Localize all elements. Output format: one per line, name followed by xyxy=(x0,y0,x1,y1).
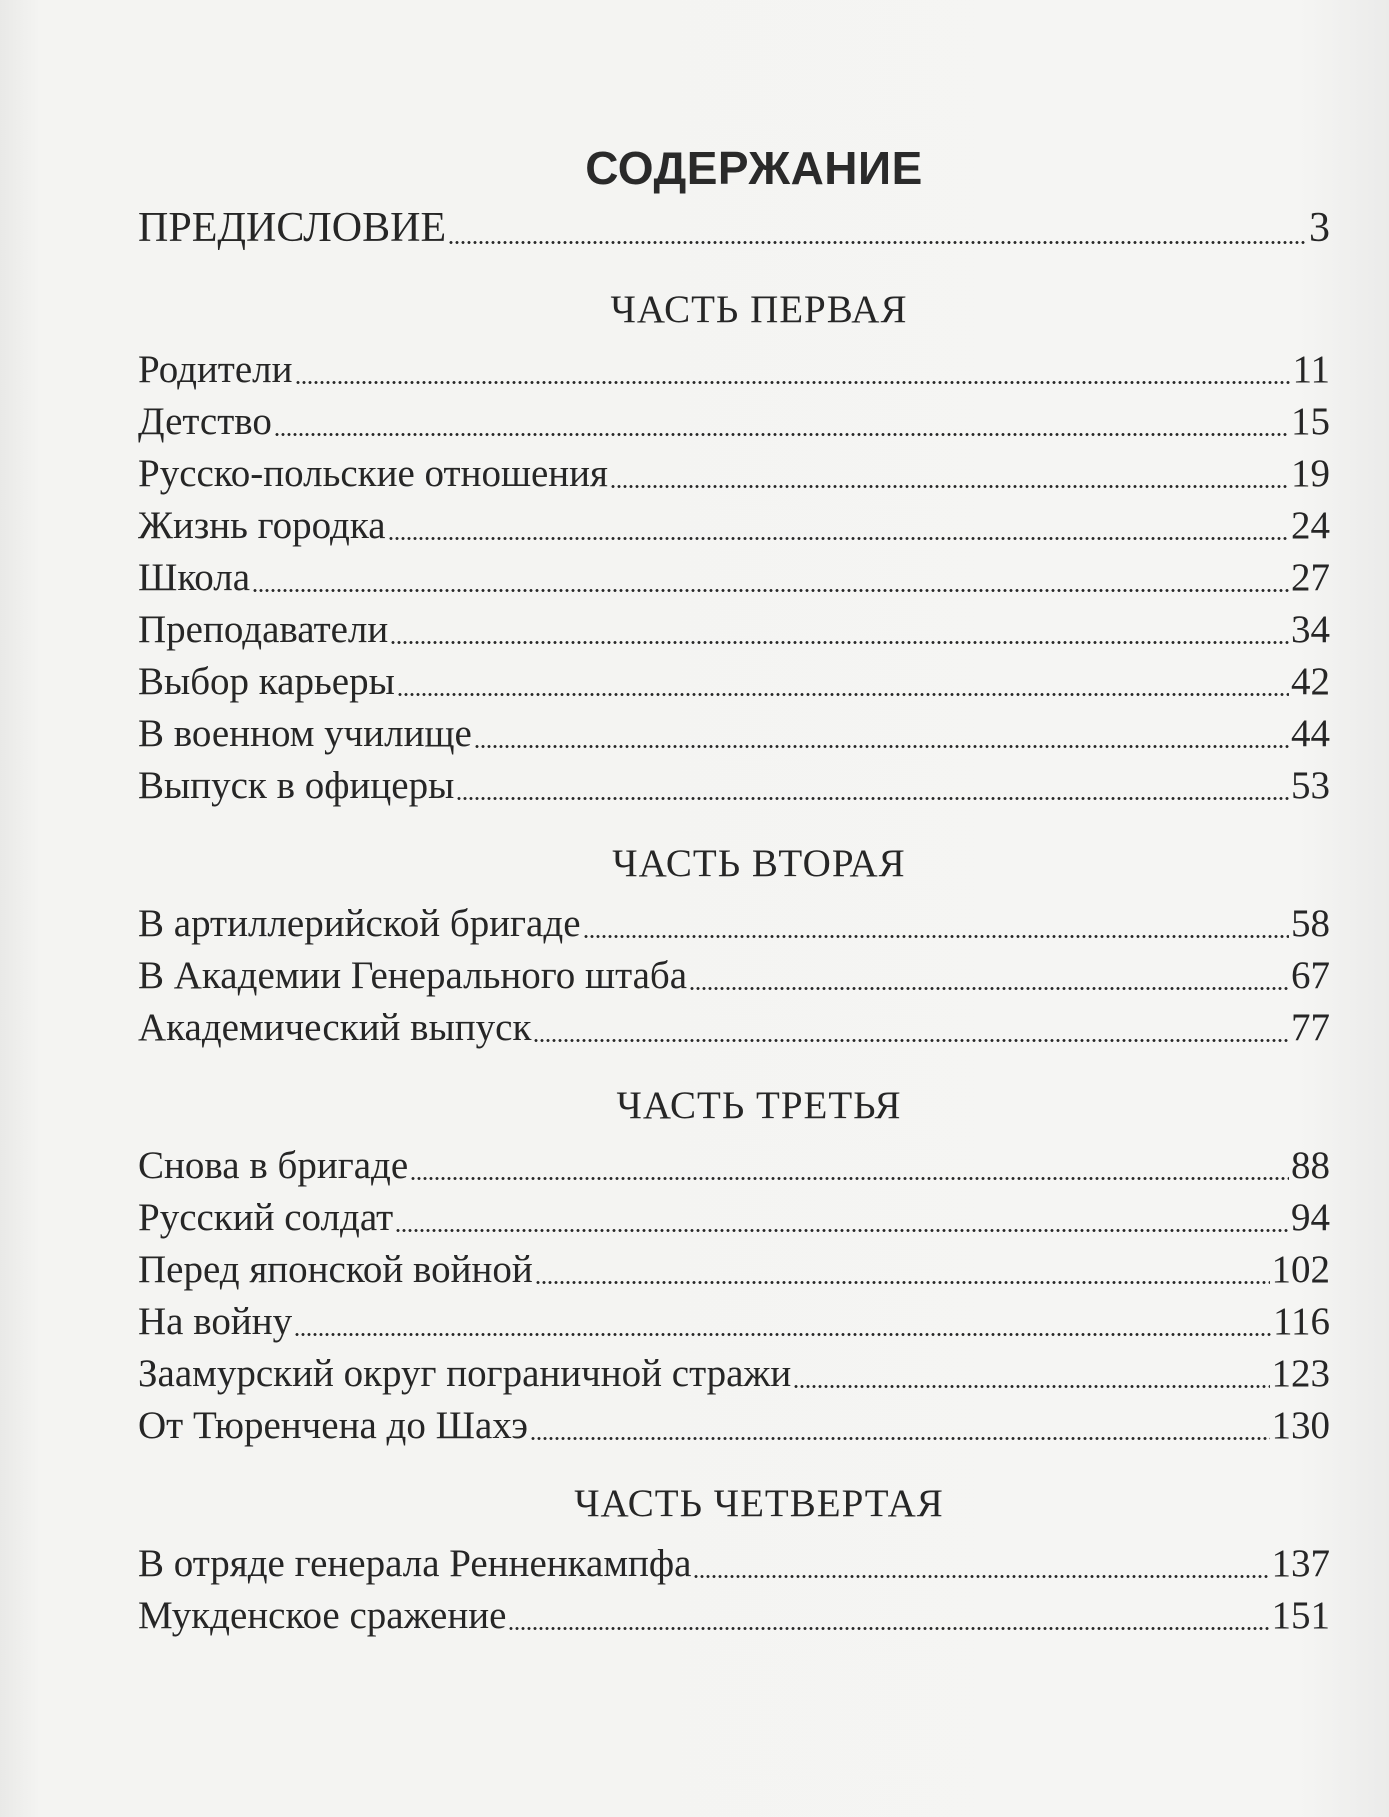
toc-entry xyxy=(138,708,1330,760)
toc-entry-label: Академический выпуск xyxy=(138,1006,532,1049)
toc-entry-page: 123 xyxy=(1271,1352,1330,1395)
dot-leader xyxy=(474,708,1289,760)
toc-entry xyxy=(138,1590,1330,1642)
dot-leader xyxy=(530,1400,1270,1452)
toc-entry-page: 102 xyxy=(1271,1248,1330,1291)
toc-part-section xyxy=(138,838,1330,1054)
part-heading: ЧАСТЬ ЧЕТВЕРТАЯ xyxy=(574,1482,944,1525)
toc-entry xyxy=(138,1002,1330,1054)
toc-entry-preface xyxy=(138,198,1330,258)
toc-entry-label: Детство xyxy=(138,400,272,443)
toc-entry-page: 19 xyxy=(1291,452,1330,495)
toc-entry-label: В отряде генерала Ренненкампфа xyxy=(138,1542,692,1585)
toc-entry-page: 88 xyxy=(1291,1144,1330,1187)
toc-entry-label: Выбор карьеры xyxy=(138,660,395,703)
toc-entry xyxy=(138,760,1330,812)
toc-entry-label: В Академии Генерального штаба xyxy=(138,954,688,997)
toc-entry-page: 44 xyxy=(1291,712,1330,755)
dot-leader xyxy=(793,1348,1269,1400)
dot-leader xyxy=(535,1244,1270,1296)
toc-entry xyxy=(138,1400,1330,1452)
toc-entry-label: Школа xyxy=(138,556,251,599)
toc-entry-page: 116 xyxy=(1272,1300,1330,1343)
toc-entry xyxy=(138,1538,1330,1590)
toc-entry xyxy=(138,1140,1330,1192)
dot-leader xyxy=(533,1002,1289,1054)
toc-part-section xyxy=(138,284,1330,812)
toc-part-section xyxy=(138,1080,1330,1452)
toc-entry-page: 42 xyxy=(1291,660,1330,703)
dot-leader xyxy=(295,344,1291,396)
toc-entry-label: Русский солдат xyxy=(138,1196,394,1239)
table-of-contents xyxy=(138,138,1330,1642)
toc-parts xyxy=(138,284,1330,1642)
toc-entry-page: 137 xyxy=(1271,1542,1330,1585)
dot-leader xyxy=(294,1296,1271,1348)
toc-entry xyxy=(138,1348,1330,1400)
toc-entry-page: 130 xyxy=(1271,1404,1330,1447)
toc-entry-page: 58 xyxy=(1291,902,1330,945)
dot-leader xyxy=(410,1140,1289,1192)
toc-entry xyxy=(138,552,1330,604)
dot-leader xyxy=(390,604,1289,656)
toc-entry-label: Жизнь городка xyxy=(138,504,386,547)
part-heading: ЧАСТЬ ТРЕТЬЯ xyxy=(616,1084,902,1127)
dot-leader xyxy=(508,1590,1269,1642)
dot-leader xyxy=(448,198,1307,258)
toc-entry xyxy=(138,656,1330,708)
toc-entry xyxy=(138,898,1330,950)
toc-entry-label: Родители xyxy=(138,348,293,391)
toc-entry xyxy=(138,1296,1330,1348)
toc-entry-label: Перед японской войной xyxy=(138,1248,533,1291)
toc-entry xyxy=(138,344,1330,396)
dot-leader xyxy=(693,1538,1269,1590)
toc-entry-label: Мукденское сражение xyxy=(138,1594,507,1637)
toc-entry-page: 3 xyxy=(1309,205,1330,251)
toc-entry-page: 34 xyxy=(1291,608,1330,651)
toc-entry-label: Выпуск в офицеры xyxy=(138,764,455,807)
dot-leader xyxy=(395,1192,1289,1244)
toc-entry-label: Снова в бригаде xyxy=(138,1144,409,1187)
dot-leader xyxy=(397,656,1289,708)
toc-entry xyxy=(138,950,1330,1002)
dot-leader xyxy=(274,396,1289,448)
toc-entry-label: В артиллерийской бригаде xyxy=(138,902,581,945)
toc-title: СОДЕРЖАНИЕ xyxy=(585,142,923,194)
toc-entry-label: Преподаватели xyxy=(138,608,389,651)
toc-entry xyxy=(138,448,1330,500)
toc-entry-page: 67 xyxy=(1291,954,1330,997)
dot-leader xyxy=(610,448,1289,500)
toc-entry-label: Заамурский округ пограничной стражи xyxy=(138,1352,792,1395)
dot-leader xyxy=(689,950,1289,1002)
toc-entry-label: От Тюренчена до Шахэ xyxy=(138,1404,528,1447)
toc-entry xyxy=(138,1192,1330,1244)
toc-entry xyxy=(138,500,1330,552)
toc-entry-page: 15 xyxy=(1291,400,1330,443)
dot-leader xyxy=(456,760,1289,812)
toc-entry xyxy=(138,1244,1330,1296)
toc-entry-label: На войну xyxy=(138,1300,293,1343)
part-heading: ЧАСТЬ ПЕРВАЯ xyxy=(610,288,908,331)
toc-entry-page: 24 xyxy=(1291,504,1330,547)
toc-entry-page: 94 xyxy=(1291,1196,1330,1239)
part-heading: ЧАСТЬ ВТОРАЯ xyxy=(612,842,906,885)
dot-leader xyxy=(252,552,1289,604)
toc-part-section xyxy=(138,1478,1330,1642)
toc-entry-page: 77 xyxy=(1291,1006,1330,1049)
toc-entry-label: ПРЕДИСЛОВИЕ xyxy=(138,205,447,251)
toc-entry-page: 53 xyxy=(1291,764,1330,807)
toc-entry-page: 27 xyxy=(1291,556,1330,599)
toc-entry-label: В военном училище xyxy=(138,712,472,755)
toc-entry-page: 151 xyxy=(1271,1594,1330,1637)
dot-leader xyxy=(583,898,1289,950)
toc-entry xyxy=(138,604,1330,656)
dot-leader xyxy=(388,500,1289,552)
toc-entry-page: 11 xyxy=(1292,348,1330,391)
toc-entry-label: Русско-польские отношения xyxy=(138,452,608,495)
toc-entry xyxy=(138,396,1330,448)
